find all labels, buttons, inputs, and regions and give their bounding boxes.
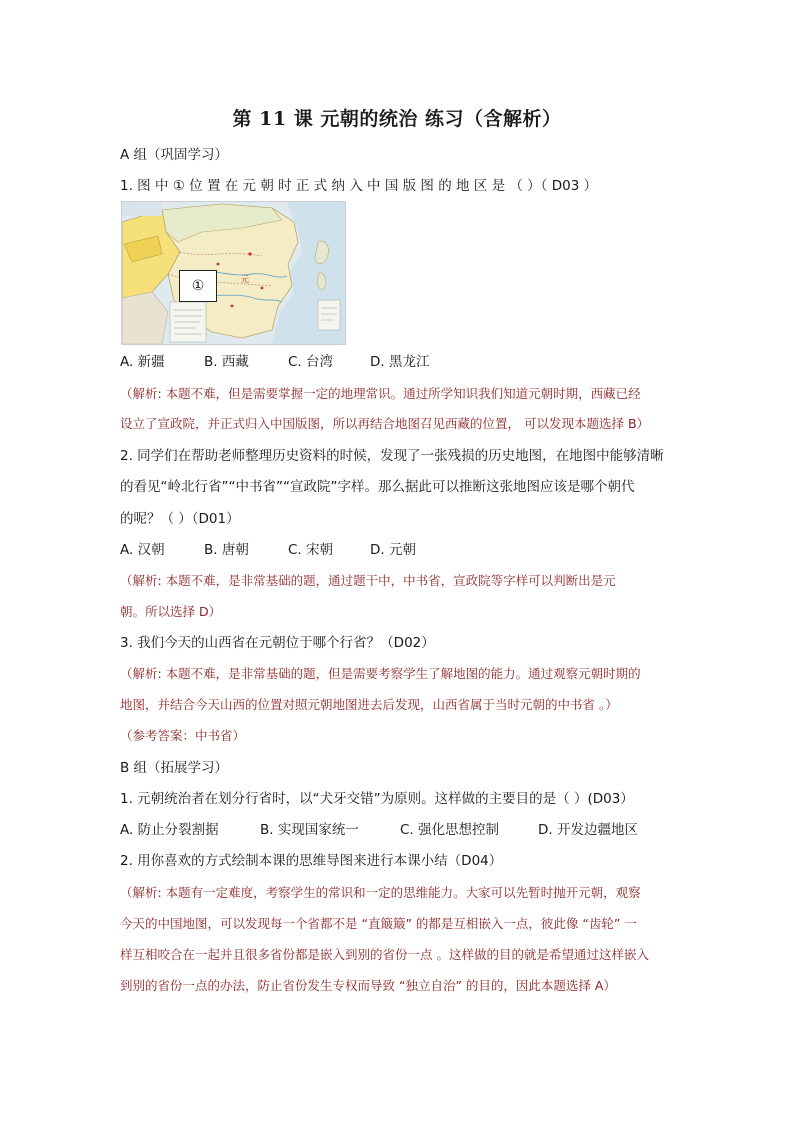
option-b: B. 唐朝	[204, 542, 249, 558]
question-b1: 1. 元朝统治者在划分行省时，以“犬牙交错”为原则。这样做的主要目的是（ ）(D03）	[120, 791, 634, 807]
group-b-header: B 组（拓展学习）	[120, 760, 229, 776]
question-a3: 3. 我们今天的山西省在元朝位于哪个行省？（D02）	[120, 635, 435, 651]
option-d: D. 开发边疆地区	[538, 822, 638, 838]
analysis-b2-line4: 到别的省份一点的办法，防止省份发生专权而导致 “独立自治” 的目的，因此本题选择 A）	[120, 978, 616, 993]
question-a2-line2: 的看见“岭北行省”“中书省”“宣政院”字样。那么据此可以推断这张地图应该是哪个朝代	[120, 479, 635, 495]
question-a2-line1: 2. 同学们在帮助老师整理历史资料的时候，发现了一张残损的历史地图，在地图中能够清晰	[120, 448, 664, 464]
question-a1: 1. 图 中 ① 位 置 在 元 朝 时 正 式 纳 入 中 国 版 图 的 地 区 是 （ ）（ D03 ）	[120, 178, 598, 194]
option-b: B. 西藏	[204, 354, 249, 370]
analysis-a3-line1: （解析: 本题不难，是非常基础的题，但是需要考察学生了解地图的能力。通过观察元朝时期的	[120, 666, 641, 681]
option-c: C. 宋朝	[288, 542, 334, 558]
map-marker-1: ①	[179, 270, 217, 302]
analysis-b2-line2: 今天的中国地图，可以发现每一个省都不是 “直簸簸” 的都是互相嵌入一点，彼此像 “齿轮” 一	[120, 916, 637, 931]
analysis-b2-line1: （解析: 本题有一定难度，考察学生的常识和一定的思维能力。大家可以先暂时抛开元朝，观察	[120, 885, 641, 900]
page-title: 第 11 课 元朝的统治 练习（含解析）	[232, 108, 562, 130]
analysis-b2-line3: 样互相咬合在一起并且很多省份都是嵌入到别的省份一点 。这样做的目的就是希望通过这样嵌入	[120, 947, 649, 962]
option-b: B. 实现国家统一	[260, 822, 359, 838]
map-illustration	[122, 202, 345, 344]
option-a: A. 汉朝	[120, 542, 165, 558]
option-a: A. 防止分裂割据	[120, 822, 219, 838]
group-a-header: A 组（巩固学习）	[120, 147, 229, 163]
option-c: C. 台湾	[288, 354, 334, 370]
question-a2-line3: 的呢？（ ）（D01）	[120, 511, 240, 527]
answer-a3: （参考答案：中书省）	[120, 728, 246, 743]
option-c: C. 强化思想控制	[400, 822, 500, 838]
analysis-a1-line1: （解析: 本题不难，但是需要掌握一定的地理常识。通过所学知识我们知道元朝时期，西藏已经	[120, 386, 641, 401]
analysis-a2-line2: 朝。所以选择 D）	[120, 604, 222, 619]
map-label-yuan: 元	[241, 275, 249, 284]
question-b2: 2. 用你喜欢的方式绘制本课的思维导图来进行本课小结（D04）	[120, 853, 503, 869]
analysis-a1-line2: 设立了宣政院，并正式归入中国版图，所以再结合地图召见西藏的位置， 可以发现本题选择 B）	[120, 416, 650, 431]
yuan-dynasty-map	[121, 201, 346, 345]
option-d: D. 元朝	[370, 542, 416, 558]
option-a: A. 新疆	[120, 354, 165, 370]
analysis-a3-line2: 地图，并结合今天山西的位置对照元朝地图进去后发现，山西省属于当时元朝的中书省 。）	[120, 697, 618, 712]
analysis-a2-line1: （解析: 本题不难，是非常基础的题，通过题干中，中书省，宣政院等字样可以判断出是元	[120, 573, 616, 588]
option-d: D. 黑龙江	[370, 354, 430, 370]
